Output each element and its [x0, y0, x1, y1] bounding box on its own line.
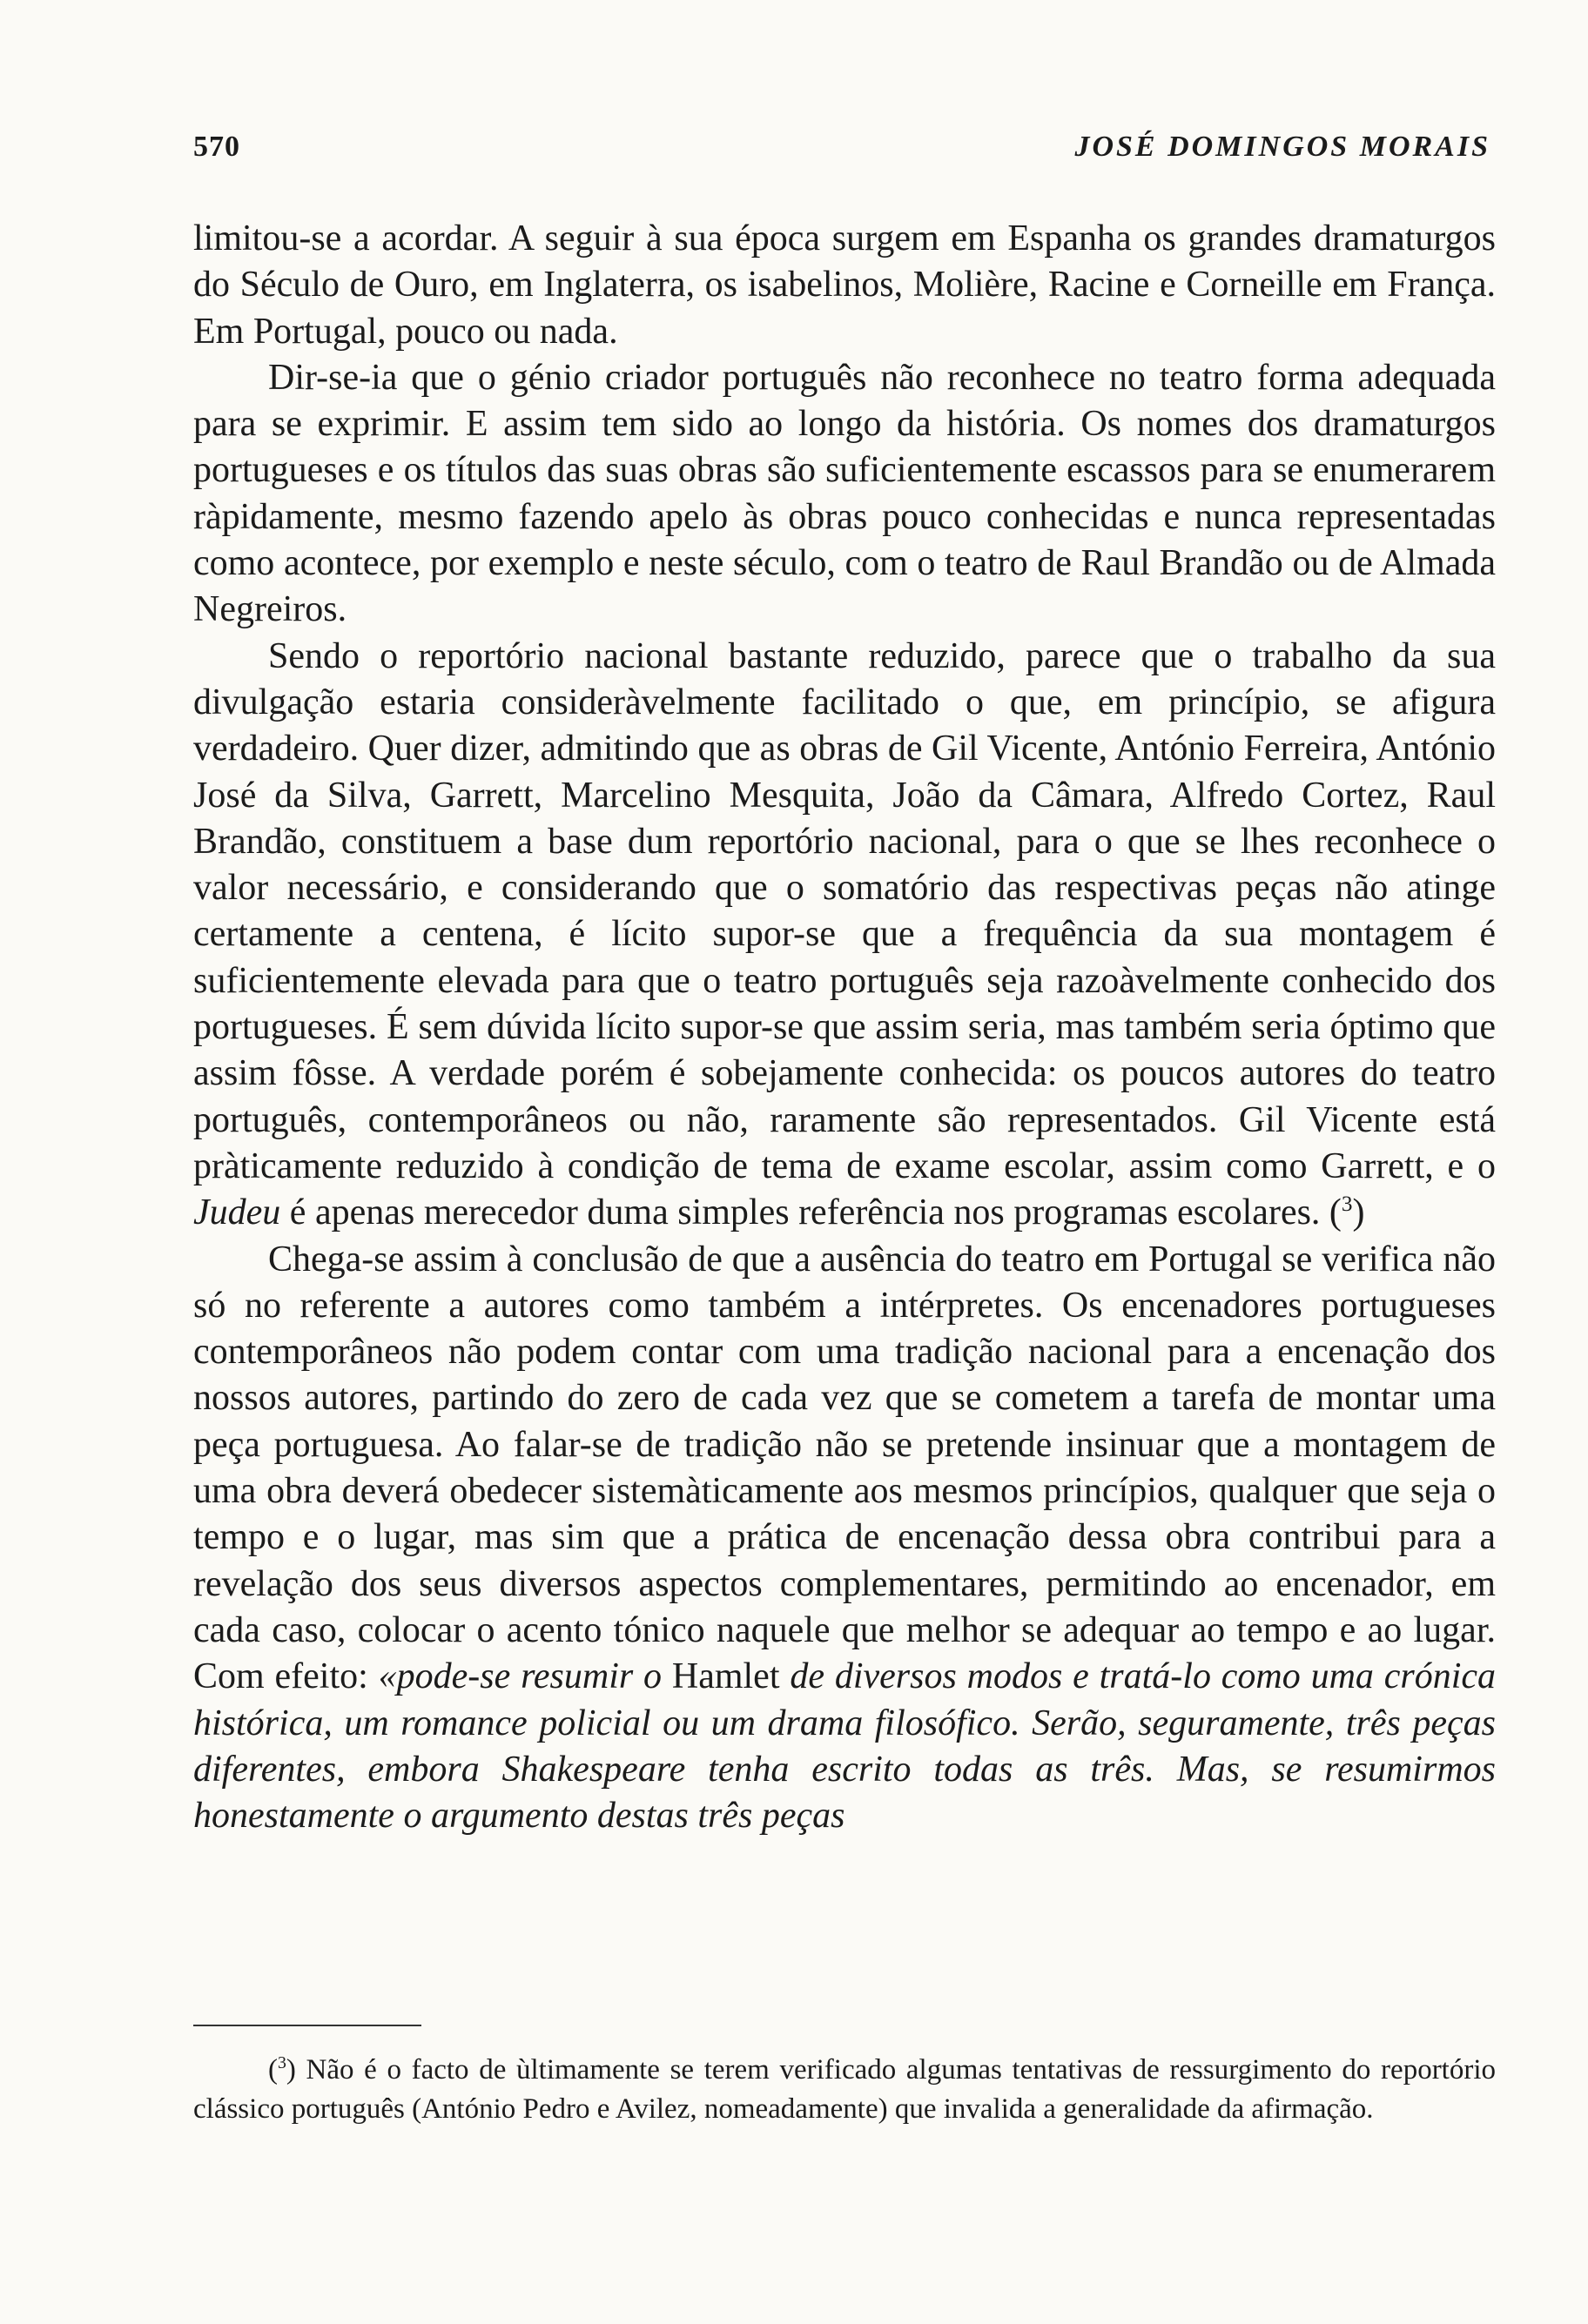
paragraph-4-text: Chega-se assim à conclusão de que a ausência do teatro em Portugal se verifica não só no referente a autores como também a intérpretes. Os encenadores portugueses contemporâneos não podem contar com uma tradição nacional para a encenação dos nossos autores, partindo do zero de cada vez que se cometem a tarefa de montar uma peça portuguesa. Ao falar-se de tradição não se pretende insinuar que a montagem de uma obra deverá obedecer sistemàticamente aos mesmos princípios, qualquer que seja o tempo e o lugar, mas sim que a prática de encenação dessa obra contribui para a revelação dos seus diversos aspectos complementares, permitindo ao encenador, em cada caso, colocar o acento tónico naquele que melhor se adequar ao tempo e ao lugar. Com efeito: [193, 1239, 1496, 1697]
footnote-text: Não é o facto de ùltimamente se terem verificado algumas tentativas de ressurgimento do reportório clássico português (António Pedro e Avilez, nomeadamente) que invalida a generalidade da afirmação. [193, 2054, 1497, 2125]
paragraph-1: limitou-se a acordar. A seguir à sua época surgem em Espanha os grandes dramaturgos do Século de Ouro, em Inglaterra, os isabelinos, Molière, Racine e Corneille em França. Em Portugal, pouco ou nada. [193, 218, 1496, 352]
paragraph-3 [193, 634, 1496, 1237]
paragraph-4 [193, 1237, 1496, 1840]
footnote-number: 3 [278, 2053, 286, 2072]
footnote-ref-3: 3 [1341, 1192, 1353, 1217]
quote-text: de diversos modos e tratá-lo como uma crónica histórica, um romance policial ou um drama filosófico. Serão, seguramente, três peças diferentes, embora Shakespeare tenha escrito todas as três. Mas, se resumirmos honestamente o argumento destas três peças [193, 1656, 1497, 1837]
footnote-3 [193, 2051, 1496, 2129]
footnote-open: ( [268, 2054, 278, 2086]
running-head-author: JOSÉ DOMINGOS MORAIS [1074, 131, 1490, 163]
paragraph-2: Dir-se-ia que o génio criador português não reconhece no teatro forma adequada para se exprimir. E assim tem sido ao longo da história. Os nomes dos dramaturgos portugueses e os títulos das suas obras são suficientemente escassos para se enumerarem ràpidamente, mesmo fazendo apelo às obras pouco conhecidas e nunca representadas como acontece, por exemplo e neste século, com o teatro de Raul Brandão ou de Almada Negreiros. [193, 357, 1496, 630]
paragraph-3-text: Sendo o reportório nacional bastante reduzido, parece que o trabalho da sua divulgação estaria consideràvelmente facilitado o que, em princípio, se afigura verdadeiro. Quer dizer, admitindo que as obras de Gil Vicente, António Ferreira, António José da Silva, Garrett, Marcelino Mesquita, João da Câmara, Alfredo Cortez, Raul Brandão, constituem a base dum reportório nacional, para o que se lhes reconhece o valor necessário, e considerando que o somatório das respectivas peças não atinge certamente a centena, é lícito supor-se que a frequência da sua montagem é suficientemente elevada para que o teatro português seja razoàvelmente conhecido dos portugueses. É sem dúvida lícito supor-se que assim seria, mas também seria óptimo que assim fôsse. A verdade porém é sobejamente conhecida: os poucos autores do teatro português, contemporâneos ou não, raramente são representados. Gil Vicente está pràticamente reduzido à condição de tema de exame escolar, assim como Garrett, e o [193, 635, 1496, 1186]
judeu-title: Judeu [193, 1192, 281, 1233]
paragraph-3-tail: é apenas merecedor duma simples referência nos programas escolares. ( [289, 1192, 1342, 1233]
paragraph-3-close: ) [1352, 1192, 1365, 1233]
footnote-rule [193, 2025, 421, 2026]
running-head [193, 131, 1490, 183]
hamlet-title: Hamlet [671, 1656, 780, 1697]
footnote-close: ) [286, 2054, 296, 2086]
page-number: 570 [193, 131, 240, 163]
body-text [193, 216, 1496, 1839]
quote-start: «pode-se resumir o [378, 1656, 663, 1697]
